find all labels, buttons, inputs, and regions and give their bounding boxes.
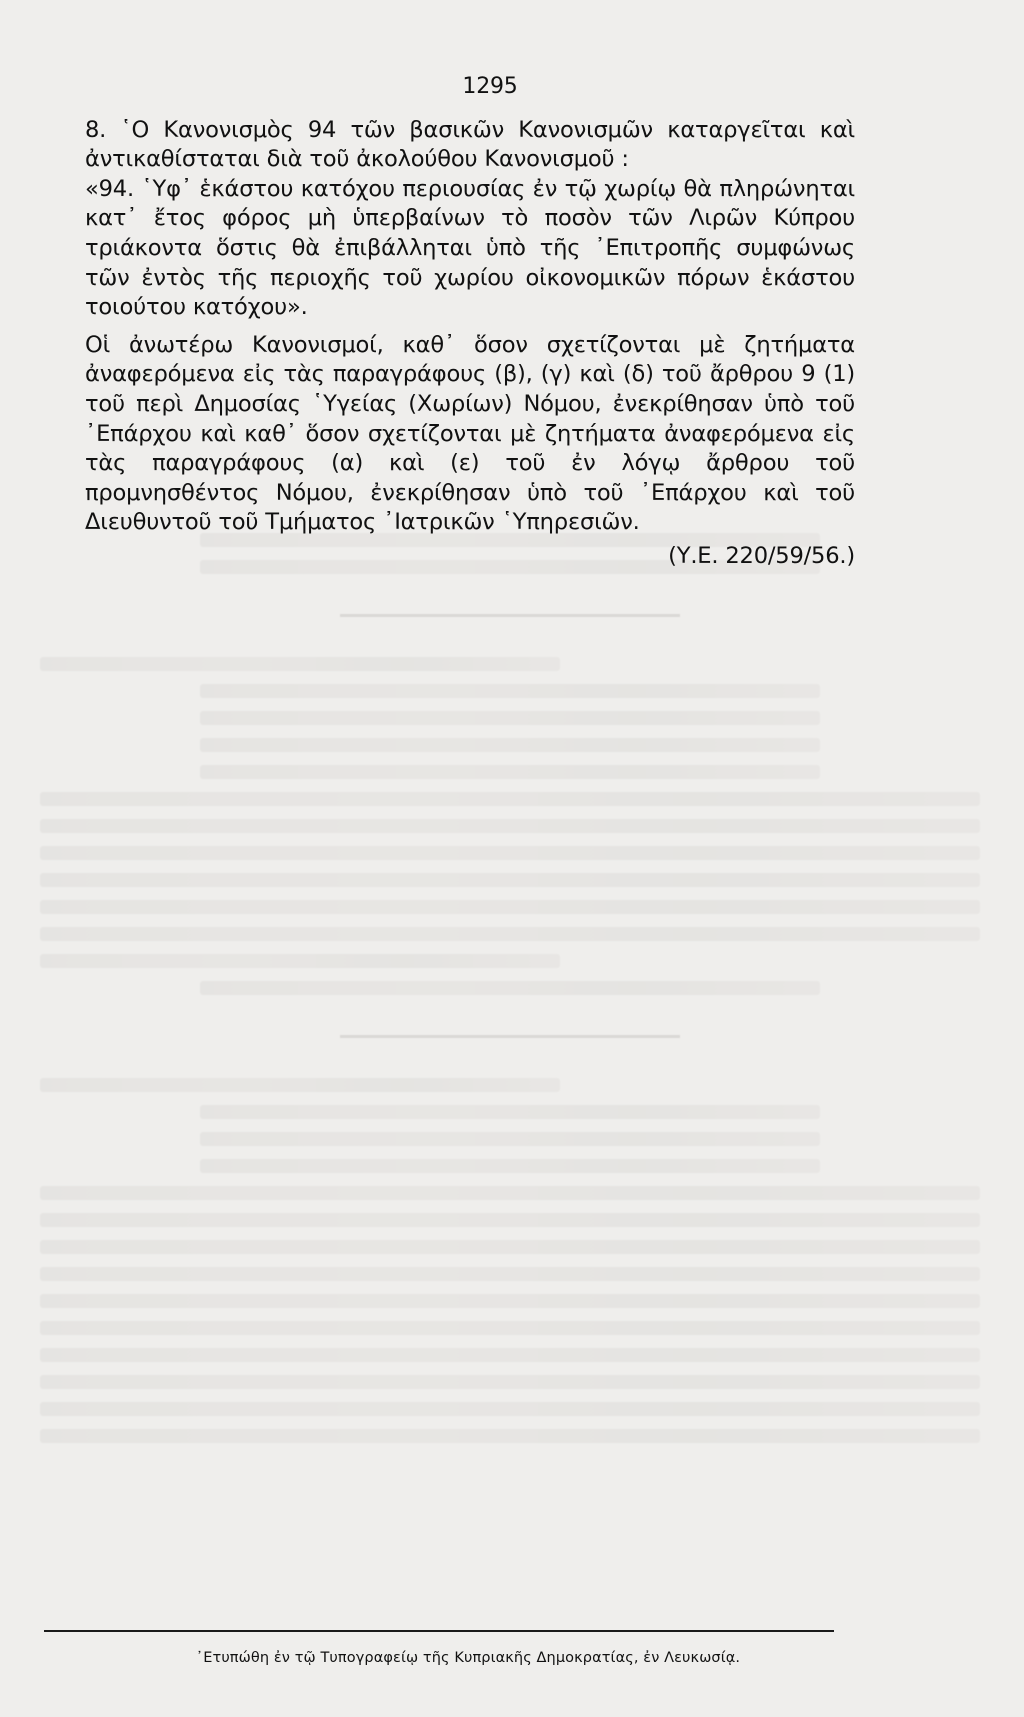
paragraph-approval: Οἱ ἀνωτέρω Κανονισμοί, καθ᾿ ὅσον σχετίζονται μὲ ζητήματα ἀναφερόμενα εἰς τὰς παραγράφους (β), (γ) καὶ (δ) τοῦ ἄρθρου 9 (1) τοῦ περὶ Δημοσίας ῾Υγείας (Χωρίων) Νόμου, ἐνεκρίθησαν ὑπὸ τοῦ ᾿Επάρχου καὶ καθ᾿ ὅσον σχετίζονται μὲ ζητήματα ἀναφερόμενα εἰς τὰς παραγράφους (α) καὶ (ε) τοῦ ἐν λόγῳ ἄρθρου τοῦ προμνησθέντος Νόμου, ἐνεκρίθησαν ὑπὸ τοῦ ᾿Επάρχου καὶ τοῦ Διευθυντοῦ τοῦ Τμήματος ᾿Ιατρικῶν ῾Υπηρεσιῶν. (85, 331, 855, 536)
footer-divider (44, 1630, 834, 1632)
printer-imprint: ᾿Ετυπώθη ἐν τῷ Τυπογραφείῳ τῆς Κυπριακῆς Δημοκρατίας, ἐν Λευκωσίᾳ. (195, 1650, 741, 1666)
reference-number: (Υ.Ε. 220/59/56.) (668, 542, 855, 569)
reverse-side-bleed-through (40, 520, 980, 1620)
paragraph-regulation-94: «94. ῾Υφ᾿ ἑκάστου κατόχου περιουσίας ἐν τῷ χωρίῳ θὰ πληρώνηται κατ᾿ ἔτος φόρος μὴ ὑπερβαίνων τὸ ποσὸν τῶν Λιρῶν Κύπρου τριάκοντα ὅστις θὰ ἐπιβάλληται ὑπὸ τῆς ᾿Επιτροπῆς συμφώνως τῶν ἐντὸς τῆς περιοχῆς τοῦ χωρίου οἰκονομικῶν πόρων ἑκάστου τοιούτου κατόχου». (85, 175, 855, 321)
paragraph-amendment-intro: 8. ῾Ο Κανονισμὸς 94 τῶν βασικῶν Κανονισμῶν καταργεῖται καὶ ἀντικαθίσταται διὰ τοῦ ἀκολούθου Κανονισμοῦ : (85, 116, 855, 173)
page-number: 1295 (462, 74, 518, 99)
document-body (85, 72, 855, 572)
